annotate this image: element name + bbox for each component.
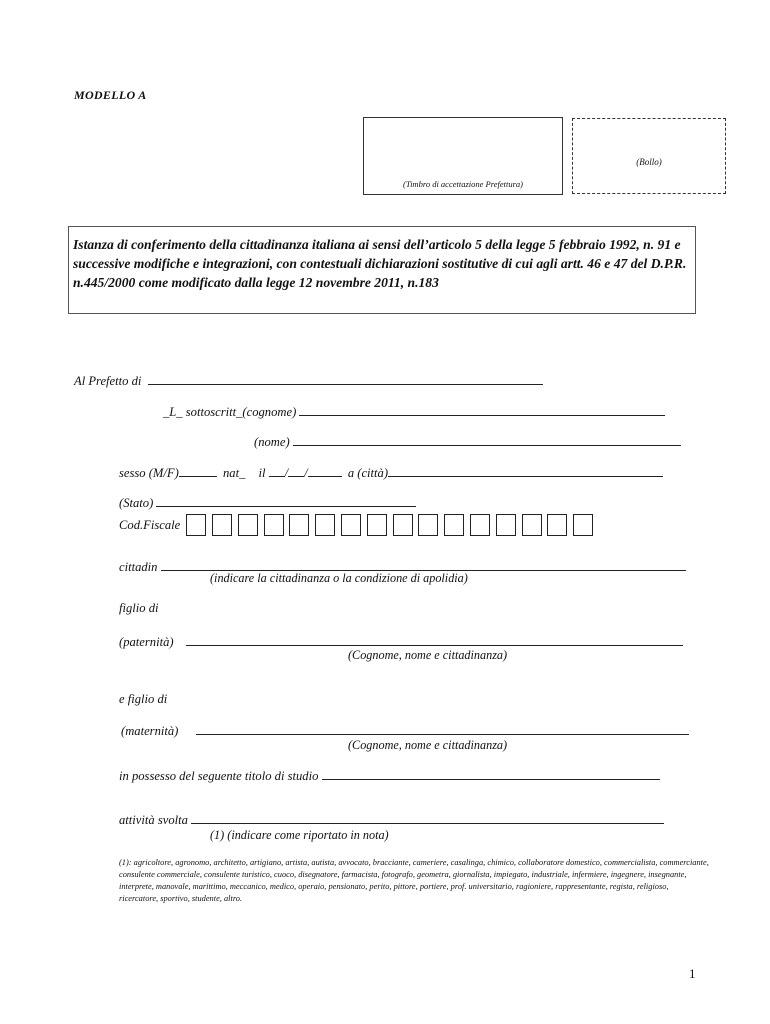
revenue-stamp-label: (Bollo) — [636, 157, 662, 167]
name-field[interactable] — [293, 433, 681, 446]
tax-code-cell[interactable] — [470, 514, 490, 536]
maternity-field[interactable] — [196, 722, 689, 735]
prefect-field[interactable] — [148, 372, 543, 385]
state-field[interactable] — [156, 494, 416, 507]
education-row — [119, 767, 660, 784]
tax-code-cell[interactable] — [186, 514, 206, 536]
footnote: (1): agricoltore, agronomo, architetto, artigiano, artista, autista, avvocato, bracciante, cameriere, casalinga, chimico, collaboratore domestico, commercialista, commerciante, consulente commerciale, consulente turistico, cuoco, disegnatore, farmacista, fotografo, geometra, giornalista, impiegato, industriale, infermiere, ingegnere, insegnante, interprete, manovale, marittimo, meccanico, medico, operaio, pensionato, perito, pittore, portiere, prof. universitario, ragioniere, rappresentante, regista, religioso, ricercatore, sportivo, studente, altro. — [119, 858, 709, 903]
paternity-hint: (Cognome, nome e cittadinanza) — [348, 648, 508, 662]
citizenship-hint: (indicare la cittadinanza o la condizione di apolidia) — [210, 571, 468, 585]
prefecture-stamp-box — [363, 117, 563, 195]
tax-code-cell[interactable] — [496, 514, 516, 536]
tax-code-cell[interactable] — [522, 514, 542, 536]
maternity-label: (maternità) — [121, 724, 179, 738]
birth-year-field[interactable] — [308, 464, 342, 477]
city-label: a (città) — [347, 466, 389, 480]
name-label: (nome) — [254, 435, 290, 449]
surname-field[interactable] — [299, 403, 665, 416]
birth-city-field[interactable] — [388, 464, 663, 477]
birth-row — [119, 464, 663, 481]
birth-day-field[interactable] — [269, 464, 285, 477]
surname-row — [163, 403, 665, 420]
page-number: 1 — [689, 966, 696, 981]
tax-code-cell[interactable] — [393, 514, 413, 536]
education-label: in possesso del seguente titolo di studio — [119, 769, 319, 783]
tax-code-cell[interactable] — [264, 514, 284, 536]
document-title: Istanza di conferimento della cittadinanza italiana ai sensi dell’articolo 5 della legge 5 febbraio 1992, n. 91 e successive modifiche e integrazioni, con contestuali dichiarazioni sostitutive di cui agli artt. 46 e 47 del D.P.R. n.445/2000 come modificato dalla legge 12 novembre 2011, n.183 — [68, 226, 696, 314]
tax-code-cell[interactable] — [547, 514, 567, 536]
date-label: il — [258, 466, 266, 480]
sex-label: sesso (M/F) — [119, 466, 179, 480]
name-row — [254, 433, 681, 450]
maternity-row — [121, 722, 689, 739]
model-label: MODELLO A — [74, 88, 147, 102]
birth-month-field[interactable] — [288, 464, 304, 477]
revenue-stamp-box — [572, 118, 726, 194]
maternity-hint: (Cognome, nome e cittadinanza) — [348, 738, 508, 752]
paternity-label: (paternità) — [119, 635, 174, 649]
tax-code-cell[interactable] — [418, 514, 438, 536]
state-row — [119, 494, 416, 511]
date-slash: / — [304, 466, 308, 480]
tax-code-cell[interactable] — [367, 514, 387, 536]
state-label: (Stato) — [119, 496, 154, 510]
born-label: nat_ — [222, 466, 246, 480]
sex-field[interactable] — [179, 464, 217, 477]
tax-code-cell[interactable] — [341, 514, 361, 536]
tax-code-cell[interactable] — [289, 514, 309, 536]
education-field[interactable] — [322, 767, 660, 780]
activity-hint: (1) (indicare come riportato in nota) — [210, 828, 389, 842]
citizenship-label: cittadin — [119, 560, 158, 574]
prefect-row — [74, 372, 543, 389]
son-of-label: figlio di — [119, 601, 159, 615]
activity-row — [119, 811, 664, 828]
paternity-field[interactable] — [186, 633, 683, 646]
and-son-of-label: e figlio di — [119, 692, 168, 706]
citizenship-field[interactable] — [161, 558, 686, 571]
prefect-label: Al Prefetto di — [74, 374, 142, 388]
tax-code-cell[interactable] — [212, 514, 232, 536]
tax-code-label: Cod.Fiscale — [119, 517, 181, 532]
tax-code-row — [119, 514, 599, 536]
activity-label: attività svolta — [119, 813, 188, 827]
tax-code-cell[interactable] — [573, 514, 593, 536]
tax-code-cell[interactable] — [444, 514, 464, 536]
tax-code-cell[interactable] — [315, 514, 335, 536]
activity-field[interactable] — [191, 811, 664, 824]
surname-label: _L_ sottoscritt_(cognome) — [163, 405, 297, 419]
date-slash: / — [284, 466, 289, 480]
tax-code-cell[interactable] — [238, 514, 258, 536]
prefecture-stamp-label: (Timbro di accettazione Prefettura) — [402, 179, 523, 189]
